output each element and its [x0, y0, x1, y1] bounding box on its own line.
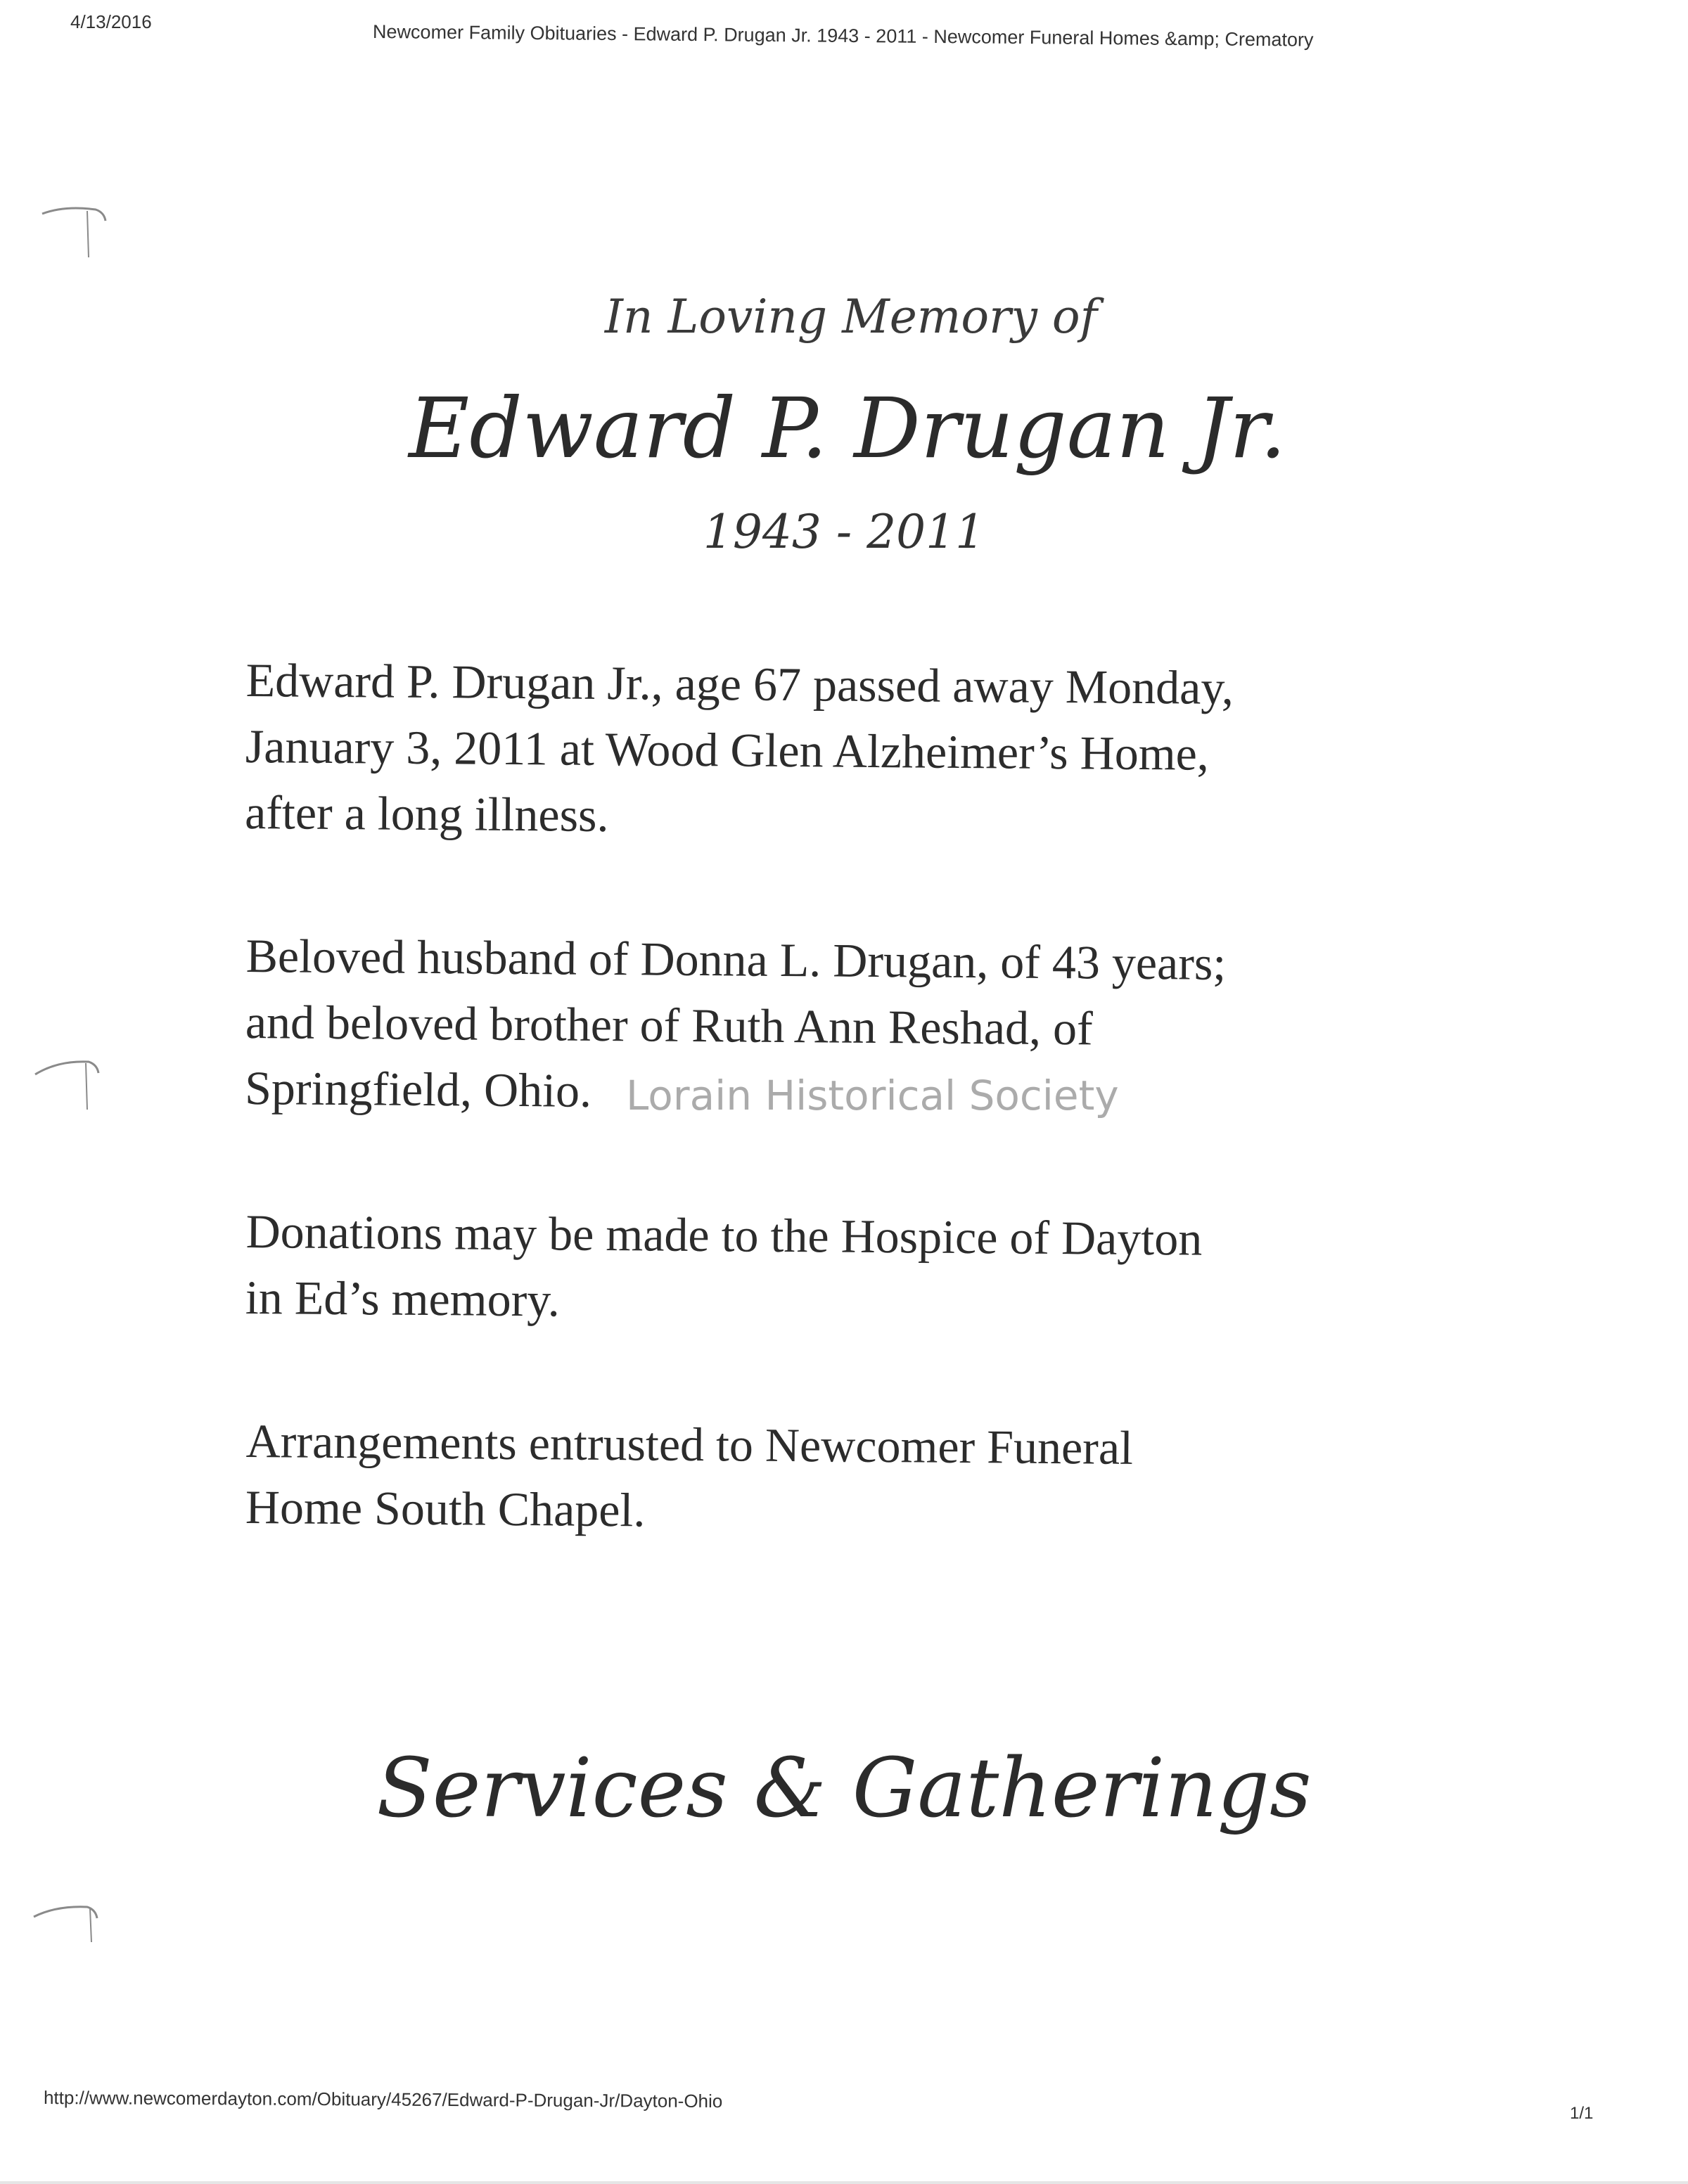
obituary-line: Edward P. Drugan Jr., age 67 passed away Monday, — [245, 653, 1234, 715]
obituary-line: after a long illness. — [244, 785, 609, 842]
memory-intro: In Loving Memory of — [604, 290, 1098, 344]
obituary-paragraph — [245, 1198, 1456, 1340]
obituary-body — [246, 647, 1456, 1617]
services-heading: Services & Gatherings — [376, 1741, 1312, 1836]
obituary-line: Home South Chapel. — [245, 1479, 646, 1537]
deceased-name: Edward P. Drugan Jr. — [409, 380, 1286, 477]
life-dates: 1943 - 2011 — [703, 505, 985, 559]
obituary-line: January 3, 2011 at Wood Glen Alzheimer’s Home, — [245, 719, 1210, 781]
obituary-paragraph — [245, 1408, 1456, 1550]
watermark: Lorain Historical Society — [626, 1072, 1119, 1119]
scan-edge — [0, 2181, 1688, 2184]
obituary-line: Springfield, Ohio. — [244, 1060, 592, 1117]
obituary-line: and beloved brother of Ruth Ann Reshad, of — [245, 994, 1094, 1055]
print-date: 4/13/2016 — [70, 11, 152, 32]
binder-hole-mark-icon — [30, 1053, 107, 1110]
obituary-paragraph — [245, 647, 1456, 855]
binder-hole-mark-icon — [37, 201, 114, 257]
print-page-title: Newcomer Family Obituaries - Edward P. Drugan Jr. 1943 - 2011 - Newcomer Funeral Homes &amp; Crematory — [372, 21, 1314, 51]
print-page-number: 1/1 — [1570, 2104, 1594, 2123]
obituary-line: Donations may be made to the Hospice of Dayton — [245, 1204, 1203, 1266]
binder-hole-mark-icon — [28, 1899, 106, 1955]
print-footer-url: http://www.newcomerdayton.com/Obituary/45267/Edward-P-Drugan-Jr/Dayton-Ohio — [43, 2087, 723, 2112]
obituary-line: Beloved husband of Donna L. Drugan, of 43 years; — [245, 928, 1227, 990]
obituary-line: in Ed’s memory. — [245, 1270, 561, 1327]
obituary-line: Arrangements entrusted to Newcomer Funeral — [245, 1413, 1134, 1475]
